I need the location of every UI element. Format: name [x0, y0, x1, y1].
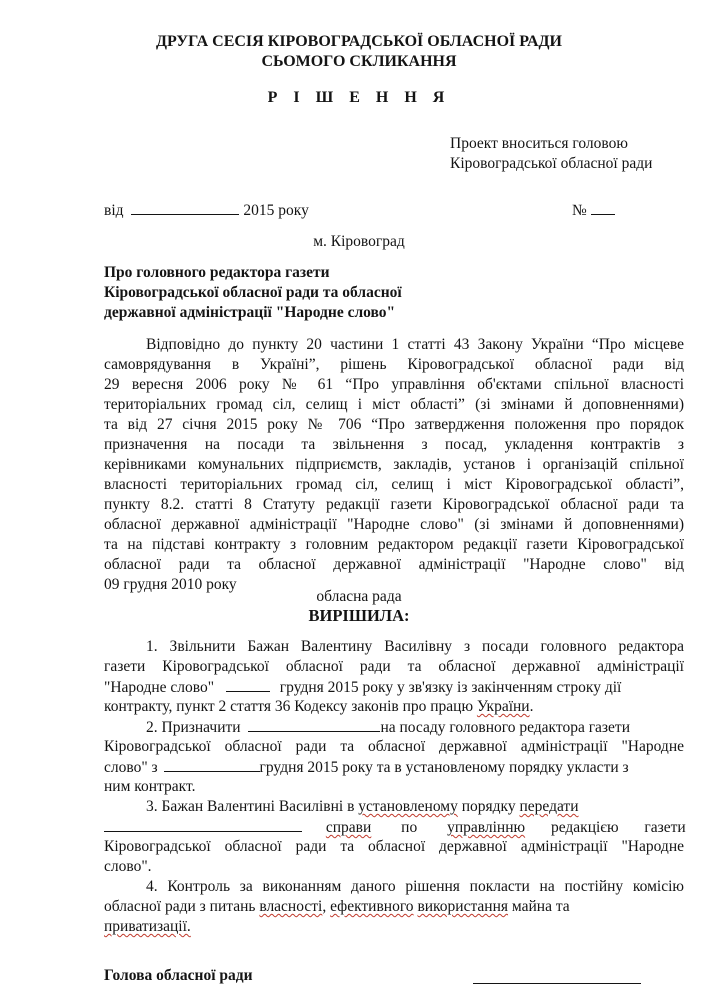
date-year: 2015 року — [243, 202, 309, 219]
item4-spellcheck-word: власності — [259, 898, 323, 915]
item3-line: Кіровоградської обласної ради та обласної державної адміністрації "Народне — [104, 838, 684, 855]
decided-word: ВИРІШИЛА: — [308, 606, 410, 625]
item1-period: . — [529, 698, 534, 715]
item3-spellcheck-word: справи — [325, 819, 372, 836]
item4-spellcheck-word: використання — [417, 898, 509, 915]
item3-spellcheck-word: передати — [519, 798, 579, 815]
item3-text: газети — [644, 819, 686, 836]
item2-line — [104, 757, 629, 778]
item4-line — [104, 897, 570, 917]
item3-text: редакцією — [550, 819, 619, 836]
item1-date-text: грудня 2015 року у зв'язку із закінченням строку дії — [279, 679, 622, 696]
item1-line: газети Кіровоградської обласної ради та обласної державної адміністрації — [104, 658, 684, 675]
date-blank — [131, 200, 239, 215]
preamble-line: 29 вересня 2006 року № 61 “Про управління об'єктами спільної власності — [104, 376, 684, 393]
date-line — [104, 200, 309, 221]
item2-line: ним контракт. — [104, 778, 196, 795]
project-note-line1: Проект вноситься головою — [450, 135, 628, 152]
signature-line — [473, 983, 641, 984]
item3-text: порядку — [457, 798, 520, 815]
decision-title: Р І Ш Е Н Н Я — [267, 89, 451, 106]
subject-line1: Про головного редактора газети — [104, 264, 330, 281]
preamble-line: Відповідно до пункту 20 частини 1 статті 43 Закону України “Про місцеве — [146, 336, 684, 353]
number-label: № — [572, 202, 587, 219]
preamble-line: та від 27 січня 2015 року № 706 “Про затвердження положення про порядок — [104, 416, 684, 433]
preamble-line: обласної ради та обласної державної адміністрації "Народне слово" від — [104, 556, 684, 573]
item1-line — [104, 677, 621, 698]
item2-line: Кіровоградської обласної ради та обласної державної адміністрації "Народне — [104, 738, 684, 755]
item1-spellcheck-word: України — [476, 698, 530, 715]
subject-line3: державної адміністрації "Народне слово" — [104, 304, 396, 321]
session-title: ДРУГА СЕСІЯ КІРОВОГРАДСЬКОЇ ОБЛАСНОЇ РАДИ — [156, 33, 562, 50]
preamble-line: власності територіальних громад сіл, селищ і міст Кіровоградської області”, — [104, 476, 684, 493]
item3-text: 3. Бажан Валентині Василівні в — [146, 798, 359, 815]
item3-line — [146, 797, 579, 817]
preamble-line: керівниками комунальних підприємств, закладів, установ і організацій спільної — [104, 456, 684, 473]
item1-day-blank — [226, 677, 270, 692]
item2-from-text: слово" з — [104, 759, 158, 776]
item3-line — [104, 817, 686, 838]
preamble-line: територіальних громад сіл, селищ і міст області” (зі змінами й доповненнями) — [104, 396, 684, 413]
item2-appoint-label: 2. Призначити — [146, 719, 241, 736]
item4-line — [104, 917, 191, 937]
preamble-line: обласної державної адміністрації "Народне слово" (зі змінами й доповненнями) — [104, 516, 684, 533]
date-from-label: від — [104, 202, 124, 219]
preamble-line: 09 грудня 2010 року — [104, 576, 237, 593]
item2-line — [146, 717, 630, 738]
council-label: обласна рада — [316, 588, 402, 605]
item3-spellcheck-word: установленому — [358, 798, 458, 815]
item1-line — [104, 697, 533, 717]
item3-text: по — [401, 819, 418, 836]
item4-text: , — [322, 898, 331, 915]
item4-spellcheck-word: приватизації. — [104, 918, 191, 935]
number-blank — [591, 200, 615, 215]
preamble-line: самоврядування в Україні”, рішень Кіровоградської обласної ради від — [104, 356, 684, 373]
item1-line: 1. Звільнити Бажан Валентину Василівну з посади головного редактора — [146, 638, 684, 655]
item4-text: обласної ради з питань — [104, 898, 260, 915]
item2-position-text: на посаду головного редактора газети — [380, 719, 631, 736]
item2-date-text: грудня 2015 року та в установленому порядку укласти з — [259, 759, 629, 776]
item3-name-blank — [104, 817, 302, 832]
item4-spellcheck-word: ефективного — [330, 898, 414, 915]
item2-day-blank — [164, 757, 260, 772]
convocation-title: СЬОМОГО СКЛИКАННЯ — [261, 53, 457, 70]
item4-line: 4. Контроль за виконанням даного рішення покласти на постійну комісію — [146, 878, 684, 895]
preamble-line: та на підставі контракту з головним редактором редакції газети Кіровоградської — [104, 536, 684, 553]
item3-line: слово". — [104, 858, 152, 875]
item1-law-text: контракту, пункт 2 стаття 36 Кодексу законів про працю — [104, 698, 477, 715]
item3-spellcheck-word: управлінню — [447, 819, 526, 836]
item2-name-blank — [248, 717, 380, 732]
city: м. Кіровоград — [313, 233, 405, 250]
signature-label: Голова обласної ради — [104, 967, 253, 984]
item1-newspaper-name: "Народне слово" — [104, 679, 215, 696]
project-note-line2: Кіровоградської обласної ради — [450, 155, 653, 172]
subject-line2: Кіровоградської обласної ради та обласної — [104, 284, 402, 301]
preamble-line: пункту 8.2. статті 8 Статуту редакції газети Кіровоградської обласної ради та — [104, 496, 684, 513]
number-line — [572, 200, 615, 221]
preamble-line: призначення на посади та звільнення з посад, укладення контрактів з — [104, 436, 684, 453]
item4-text: майна та — [508, 898, 570, 915]
